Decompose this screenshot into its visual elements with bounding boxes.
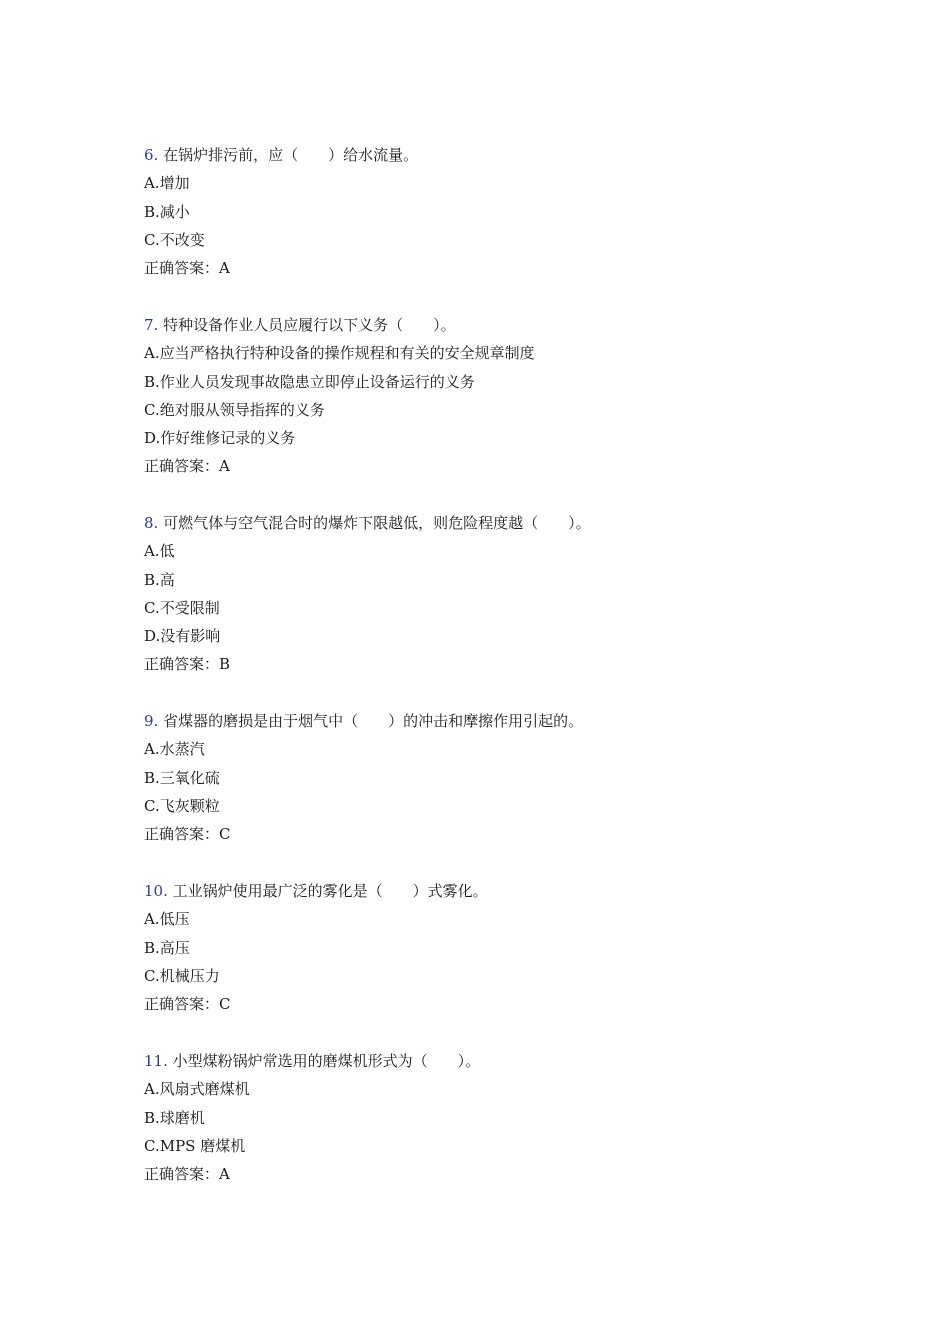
option-a: A.水蒸汽 — [144, 740, 205, 759]
question-9 — [144, 707, 844, 848]
question-stem — [144, 877, 844, 905]
question-text: 省煤器的磨损是由于烟气中（ ）的冲击和摩擦作用引起的。 — [163, 712, 584, 730]
option-d: D.作好维修记录的义务 — [144, 429, 296, 448]
question-number: 6. — [144, 146, 159, 164]
option-b: B.减小 — [144, 202, 190, 221]
question-stem — [144, 509, 844, 537]
question-6 — [144, 141, 844, 282]
correct-answer: 正确答案：B — [144, 655, 231, 674]
question-7 — [144, 311, 844, 481]
question-number: 11. — [144, 1052, 168, 1070]
question-stem — [144, 707, 844, 735]
question-text: 工业锅炉使用最广泛的雾化是（ ）式雾化。 — [172, 882, 488, 900]
question-text: 可燃气体与空气混合时的爆炸下限越低，则危险程度越（ ）。 — [163, 514, 591, 532]
question-10 — [144, 877, 844, 1018]
option-c: C.机械压力 — [144, 966, 220, 985]
question-stem — [144, 311, 844, 339]
question-8 — [144, 509, 844, 679]
question-11 — [144, 1047, 844, 1188]
option-a: A.增加 — [144, 174, 190, 193]
option-b: B.作业人员发现事故隐患立即停止设备运行的义务 — [144, 372, 475, 391]
correct-answer: 正确答案：A — [144, 1165, 230, 1184]
question-text: 在锅炉排污前，应（ ）给水流量。 — [163, 146, 419, 164]
option-b: B.三氧化硫 — [144, 768, 220, 787]
question-text: 特种设备作业人员应履行以下义务（ ）。 — [163, 316, 456, 334]
question-number: 10. — [144, 882, 168, 900]
question-number: 9. — [144, 712, 159, 730]
correct-answer: 正确答案：C — [144, 825, 231, 844]
option-b: B.高 — [144, 570, 175, 589]
option-c: C.绝对服从领导指挥的义务 — [144, 400, 325, 419]
option-c: C.MPS 磨煤机 — [144, 1136, 246, 1155]
question-number: 8. — [144, 514, 159, 532]
correct-answer: 正确答案：C — [144, 995, 231, 1014]
option-c: C.不改变 — [144, 230, 205, 249]
option-a: A.应当严格执行特种设备的操作规程和有关的安全规章制度 — [144, 344, 535, 363]
option-a: A.低 — [144, 542, 175, 561]
correct-answer: 正确答案：A — [144, 457, 230, 476]
question-number: 7. — [144, 316, 159, 334]
option-b: B.高压 — [144, 938, 190, 957]
option-c: C.不受限制 — [144, 598, 220, 617]
question-stem — [144, 141, 844, 169]
option-c: C.飞灰颗粒 — [144, 796, 220, 815]
option-d: D.没有影响 — [144, 627, 221, 646]
correct-answer: 正确答案：A — [144, 259, 230, 278]
question-text: 小型煤粉锅炉常选用的磨煤机形式为（ ）。 — [172, 1052, 481, 1070]
option-a: A.风扇式磨煤机 — [144, 1080, 250, 1099]
option-a: A.低压 — [144, 910, 190, 929]
option-b: B.球磨机 — [144, 1108, 205, 1127]
question-stem — [144, 1047, 844, 1075]
